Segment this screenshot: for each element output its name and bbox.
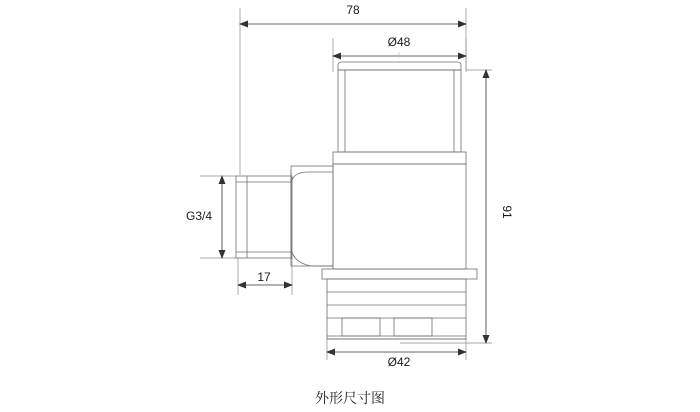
valve-body-outline	[236, 62, 477, 339]
dim-base-diameter-label: Ø42	[387, 355, 411, 369]
dim-cap-diameter-label: Ø48	[387, 35, 411, 49]
dim-thread-label: G3/4	[185, 209, 212, 223]
dim-port-length-label: 17	[257, 270, 271, 284]
extension-lines	[200, 8, 492, 360]
dimension-lines	[222, 24, 486, 352]
dim-overall-height-label: 91	[500, 205, 514, 219]
figure-caption: 外形尺寸图	[315, 391, 385, 407]
dim-overall-width-label: 78	[346, 3, 360, 17]
